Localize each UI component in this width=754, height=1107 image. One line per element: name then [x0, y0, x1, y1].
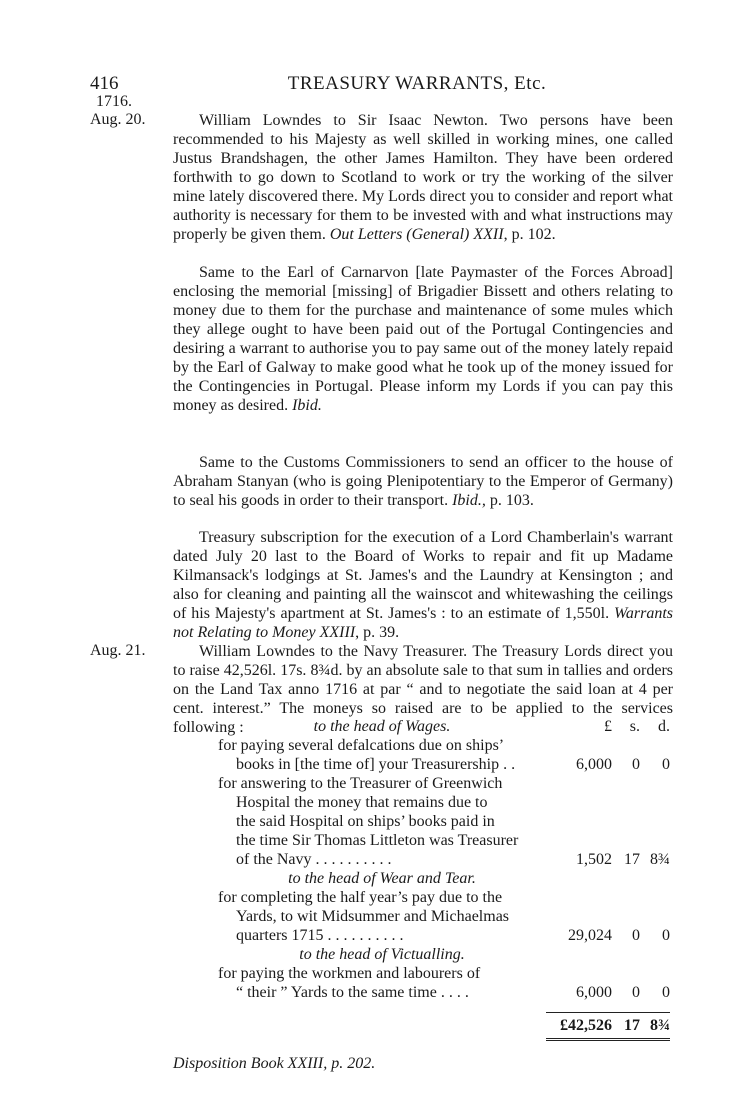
entry-paragraph: Treasury subscription for the execution of a Lord Chamberlain's warrant dated July 20 last to the Board of Works to repair and fit up Madame Kilmansack's lodgings at St. James's and the Laundry at Kensington ; and also for cleaning and painting all the wainscot and whitewashing the ceilings of his Majesty's apartment at St. James's : to an estimate of 1,550l. Warrants not Relating to Money XXIII, p. 39.: [173, 529, 674, 641]
pound-header: £: [604, 718, 612, 735]
pence-header: d.: [658, 718, 670, 735]
table-row: for completing the half year’s pay due to the Yards, to wit Midsummer and Michaelmas quarters 1715 . . . . . . . . . . 29,024 0 0: [218, 889, 670, 944]
table-section-head: to the head of Wear and Tear.: [288, 870, 476, 887]
entry-paragraph: William Lowndes to Sir Isaac Newton. Two persons have been recommended to his Majesty as well skilled in working mines, one called Justus Brandshagen, the other James Hamilton. They have been ordered forthwith to go down to Scotland to work or try the working of the silver mine lately discovered there. My Lords direct you to consider and report what authority is necessary for them to be invested with and what instructions may properly be given them. Out Letters (General) XXII, p. 102.: [173, 112, 673, 243]
entry-date: Aug. 20.: [90, 111, 146, 128]
table-header-row: [218, 718, 670, 736]
entry-reference: Warrants not Relating to Money XXIII: [173, 605, 674, 641]
entry-paragraph: Same to the Earl of Carnarvon [late Paymaster of the Forces Abroad] enclosing the memorial [missing] of Brigadier Bissett and others relating to money due to them for the purchase and maintenance of some mules which they allege ought to have been paid out of the Portugal Contingencies and desiring a warrant to authorise you to pay same out of the money lately repaid by the Earl of Galway to make good what he took up of the money issued for the Contingencies in Portugal. Please inform my Lords if you can pay this money as desired. Ibid.: [173, 264, 673, 414]
running-title: TREASURY WARRANTS, Etc.: [287, 73, 547, 94]
total-double-rule: [546, 1038, 670, 1041]
table-row: for paying the workmen and labourers of “ their ” Yards to the same time . . . . 6,000 0 0: [218, 965, 670, 1001]
shilling-header: s.: [629, 718, 640, 735]
total-row: £42,526 17 8¾: [218, 1017, 670, 1035]
entry-reference: Ibid.,: [452, 492, 486, 509]
entry-reference: Ibid.: [292, 397, 322, 414]
sum-rule: [546, 1012, 670, 1013]
table-row: for paying several defalcations due on ships’ books in [the time of] your Treasurership . . 6,000 0 0: [218, 737, 670, 773]
entry-reference: Out Letters (General) XXII: [329, 226, 504, 243]
page-number: 416: [90, 73, 119, 94]
entry-date: Aug. 21.: [90, 642, 146, 659]
entry-paragraph: Same to the Customs Commissioners to send an officer to the house of Abraham Stanyan (who is going Plenipotentiary to the Emperor of Germany) to seal his goods in order to their transport. Ibid., p. 103.: [173, 454, 673, 509]
table-section-head: to the head of Victualling.: [299, 946, 465, 963]
source-reference: Disposition Book XXIII, p. 202.: [173, 1055, 376, 1072]
table-section-head: to the head of Wages.: [313, 718, 451, 735]
entry-paragraph: William Lowndes to the Navy Treasurer. The Treasury Lords direct you to raise 42,526l. 17s. 8¾d. by an absolute sale to that sum in tallies and orders on the Land Tax anno 1716 at par “ and to negotiate the said loan at 4 per cent. interest.” The moneys so raised are to be applied to the services following :: [173, 643, 673, 736]
table-row: for answering to the Treasurer of Greenwich Hospital the money that remains due to the said Hospital on ships’ books paid in the time Sir Thomas Littleton was Treasurer of the Navy . . . . . . . . . . 1,502 17 8¾: [218, 775, 670, 868]
disbursement-table: [218, 718, 670, 1041]
total-pounds: £42,526: [560, 1017, 612, 1034]
year-label: 1716.: [96, 93, 132, 110]
